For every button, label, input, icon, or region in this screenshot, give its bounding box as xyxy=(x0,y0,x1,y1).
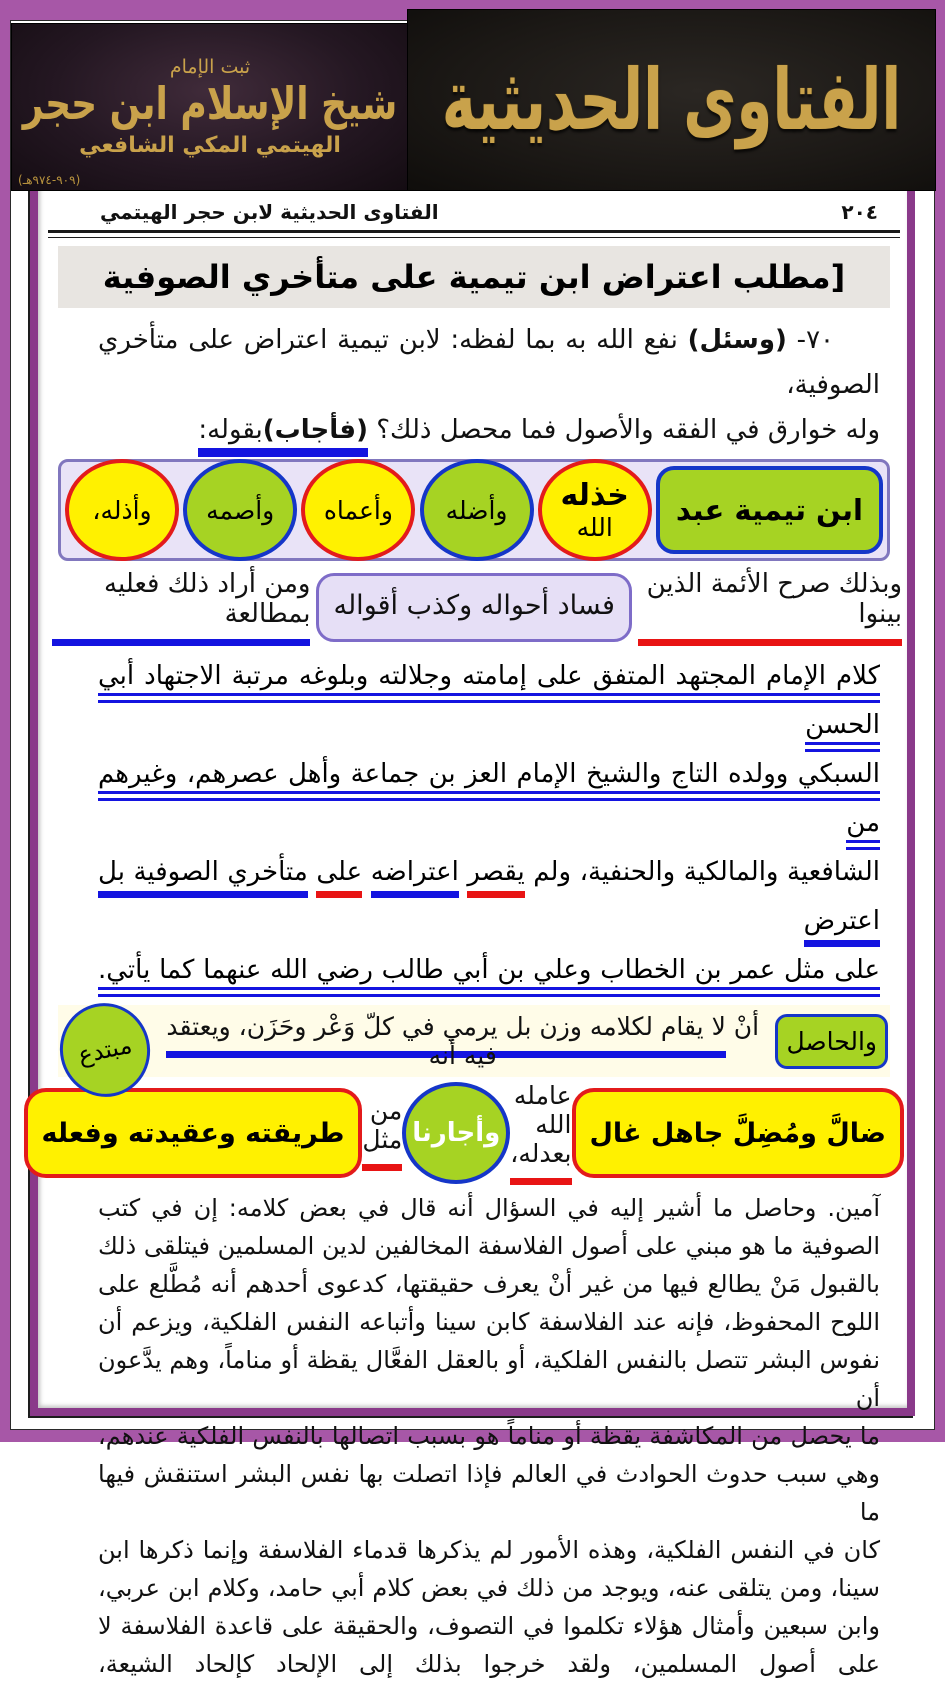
hasil-band xyxy=(58,1005,890,1077)
hasil-label: والحاصل xyxy=(775,1014,888,1069)
question-line-1-text: نفع الله به بما لفظه: لابن تيمية اعتراض على متأخري الصوفية، xyxy=(98,325,880,400)
hasil-text xyxy=(158,1012,767,1070)
ajarana-bubble: وأجارنا xyxy=(402,1082,510,1184)
hasil-text-underlined: لا يقام لكلامه وزن بل يرمي في كلّ وَعْر وحَزَن، ويعتقد xyxy=(166,1012,726,1058)
hasil-text-end: فيه أنه xyxy=(428,1041,497,1070)
subject-box: ابن تيمية عبد xyxy=(656,466,883,554)
mubtadi-bubble: مبتدع xyxy=(51,995,159,1106)
imams-line-3-red1: يقصر xyxy=(467,857,524,898)
invocation-bubble-5: وأذله، xyxy=(65,459,179,561)
question-paragraph xyxy=(42,318,906,453)
question-line-2 xyxy=(98,408,880,453)
imams-line-1-text: كلام الإمام المجتهد المتفق على إمامته وجلالته وبلوغه مرتبة الاجتهاد أبي الحسن xyxy=(98,661,880,752)
book-title-calligraphy: الفتاوى الحديثية xyxy=(441,50,902,150)
imams-line-3-blue1: اعتراضه xyxy=(371,857,459,898)
judgment-box-right: ضالَّ ومُضِلَّ جاهل غال xyxy=(572,1088,905,1178)
imams-line-4-text: على مثل عمر بن الخطاب وعلي بن أبي طالب رضي الله عنهما كما يأتي. xyxy=(98,955,880,997)
sarraha-line xyxy=(42,569,906,646)
author-plate-line3: الهيتمي المكي الشافعي xyxy=(79,133,341,158)
answer-suffix: بقوله: xyxy=(198,415,263,445)
author-plate-line2: شيخ الإسلام ابن حجر xyxy=(22,78,398,131)
running-head xyxy=(42,196,906,226)
closing-line: كان في النفس الفلكية، وهذه الأمور لم يذكرها قدماء الفلاسفة وإنما ذكرها ابن xyxy=(98,1536,880,1564)
invocation-band xyxy=(58,459,890,561)
answered-label: (فأجاب) xyxy=(262,415,368,445)
judgment-text-1: عامله الله بعدله، xyxy=(510,1081,571,1185)
running-head-title: الفتاوى الحديثية لابن حجر الهيتمي xyxy=(100,200,439,224)
invocation-bubble-2: وأضله xyxy=(420,459,534,561)
imams-line-3 xyxy=(98,848,880,946)
asked-label: (وسئل) xyxy=(687,325,787,355)
imams-line-2 xyxy=(98,750,880,848)
banner-author-plate xyxy=(12,24,408,190)
invocation-bubble-1-text xyxy=(542,478,648,542)
closing-paragraph xyxy=(42,1189,906,1683)
question-line-1 xyxy=(98,318,880,408)
sarraha-left-text: ومن أراد ذلك فعليه بمطالعة xyxy=(52,569,310,646)
closing-line: اللوح المحفوظ، فإنه عند الفلاسفة كابن سينا وأتباعه النفس الفلكية، ويزعم أن xyxy=(98,1308,880,1336)
khadhala-word: خذله xyxy=(560,478,629,513)
judgment-band xyxy=(41,1081,904,1181)
section-heading: [مطلب اعتراض ابن تيمية على متأخري الصوفية xyxy=(58,246,890,308)
judgment-text-2: من مثل xyxy=(362,1096,402,1171)
page-content xyxy=(41,196,906,1678)
answer-phrase xyxy=(198,415,368,457)
running-head-rule xyxy=(48,230,900,238)
closing-line: بالقبول مَنْ يطالع فيها من غير أنْ يعرف حقيقتها، كدعوى أحدهم أنه مُطَّلع على xyxy=(98,1270,880,1298)
allah-word: الله xyxy=(576,513,613,542)
page-number: ٢٠٤ xyxy=(841,200,878,224)
question-line-2-text: وله خوارق في الفقه والأصول فما محصل ذلك؟ xyxy=(376,415,880,445)
sarraha-right-text: وبذلك صرح الأئمة الذين بينوا xyxy=(638,569,902,646)
imams-line-2-text: السبكي وولده التاج والشيخ الإمام العز بن جماعة وأهل عصرهم، وغيرهم من xyxy=(98,759,880,850)
boxed-phrase: فساد أحواله وكذب أقواله xyxy=(316,573,631,642)
judgment-box-left: طريقته وعقيدته وفعله xyxy=(24,1088,363,1178)
closing-line: ما يحصل من المكاشفة يقظة أو مناماً هو بسبب اتصالها بالنفس الفلكية عندهم، xyxy=(98,1422,880,1450)
imams-line-4 xyxy=(98,946,880,995)
imams-line-3-plain: الشافعية والمالكية والحنفية، ولم xyxy=(533,857,881,887)
invocation-bubble-4: وأصمه xyxy=(183,459,297,561)
author-plate-dates: (٩٠٩-٩٧٤هـ) xyxy=(18,173,81,187)
question-number: ٧٠- xyxy=(796,325,834,355)
closing-line: الصوفية ما هو مبني على أصول الفلاسفة المخالفين لدين المسلمين فيتلقى ذلك xyxy=(98,1232,880,1260)
imams-paragraph xyxy=(42,648,906,995)
imams-line-1 xyxy=(98,652,880,750)
imams-line-3-blue2: متأخري الصوفية بل اعترض xyxy=(98,857,880,947)
hasil-text-start: أنْ xyxy=(733,1012,760,1041)
invocation-bubble-3: وأعماه xyxy=(301,459,415,561)
banner-title-plate xyxy=(408,10,935,190)
closing-line: على أصول المسلمين، ولقد خرجوا بذلك إلى الإلحاد كإلحاد الشيعة، xyxy=(98,1650,880,1678)
closing-line: وهي سبب حدوث الحوادث في العالم فإذا اتصلت بها نفس البشر استنقش فيها ما xyxy=(98,1460,880,1526)
closing-line: نفوس البشر تتصل بالنفس الفلكية، أو بالعقل الفعَّال يقظة أو مناماً، وهم يدَّعون أن xyxy=(98,1346,880,1412)
closing-line: سينا، ومن يتلقى عنه، ويوجد من ذلك في بعض كلام أبي حامد، وكلام ابن عربي، xyxy=(98,1574,880,1602)
closing-line: آمين. وحاصل ما أشير إليه في السؤال أنه قال في بعض كلامه: إن في كتب xyxy=(98,1194,880,1222)
closing-line: وابن سبعين وأمثال هؤلاء تكلموا في التصوف، والحقيقة على قاعدة الفلاسفة لا xyxy=(98,1612,880,1640)
imams-line-3-red2: على xyxy=(316,857,362,898)
author-plate-line1: ثبت الإمام xyxy=(169,56,251,78)
invocation-bubble-1 xyxy=(538,459,652,561)
